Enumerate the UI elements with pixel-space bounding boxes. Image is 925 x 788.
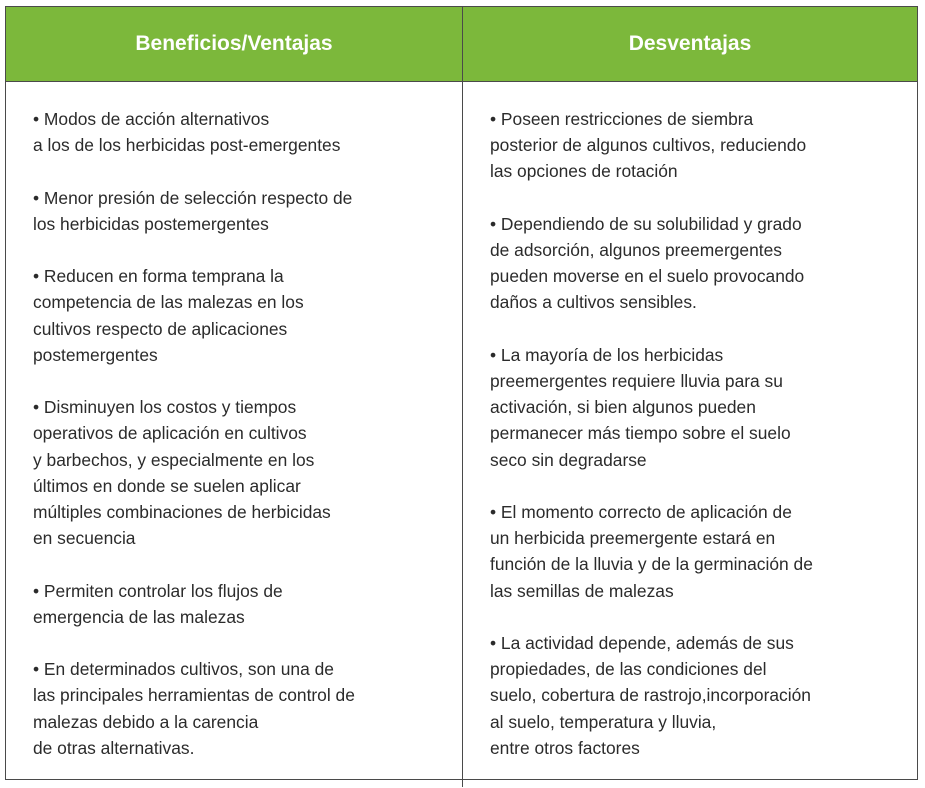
benefit-item-line: cultivos respecto de aplicaciones <box>33 318 288 339</box>
disadvantage-item-line: • La actividad depende, además de sus <box>490 633 794 653</box>
disadvantage-item-line: pueden moverse en el suelo provocando <box>490 266 805 287</box>
benefit-item-line: • Reducen en forma temprana la <box>33 266 284 287</box>
disadvantage-item-line: entre otros factores <box>490 737 640 758</box>
disadvantages-column <box>463 82 917 787</box>
benefit-item <box>33 106 448 158</box>
disadvantage-item <box>490 342 903 473</box>
disadvantage-item <box>490 499 903 604</box>
disadvantage-item-line: preemergentes requiere lluvia para su <box>490 371 783 391</box>
disadvantage-item-line: al suelo, temperatura y lluvia, <box>490 711 717 732</box>
benefit-item-line: • Modos de acción alternativos <box>33 109 270 129</box>
comparison-table <box>5 6 918 780</box>
header-disadvantages <box>463 7 917 82</box>
benefit-item <box>33 394 448 551</box>
benefit-item <box>33 656 448 761</box>
benefit-item-line: postemergentes <box>33 344 158 365</box>
benefit-item <box>33 185 448 237</box>
benefit-item-line: y barbechos, y especialmente en los <box>33 449 315 470</box>
disadvantage-item <box>490 211 903 316</box>
disadvantage-item-line: un herbicida preemergente estará en <box>490 528 776 549</box>
header-benefits-label: Beneficios/Ventajas <box>135 32 333 55</box>
benefit-item <box>33 578 448 630</box>
benefit-item-line: las principales herramientas de control de <box>33 685 355 706</box>
disadvantage-item-line: seco sin degradarse <box>490 449 647 470</box>
benefit-item-line: malezas debido a la carencia <box>33 711 259 732</box>
header-benefits <box>6 7 463 82</box>
benefit-item-line: • Disminuyen los costos y tiempos <box>33 397 297 418</box>
benefit-item-line: los herbicidas postemergentes <box>33 213 269 234</box>
benefit-item-line: • Permiten controlar los flujos de <box>33 580 283 601</box>
disadvantage-item-line: • La mayoría de los herbicidas <box>490 344 724 365</box>
disadvantage-item-line: propiedades, de las condiciones del <box>490 659 767 680</box>
disadvantage-item-line: posterior de algunos cultivos, reduciendo <box>490 135 807 156</box>
disadvantage-item-line: de adsorción, algunos preemergentes <box>490 240 782 260</box>
benefit-item <box>33 263 448 368</box>
benefits-column <box>6 82 463 787</box>
benefit-item-line: competencia de las malezas en los <box>33 292 304 313</box>
benefit-item-line: • En determinados cultivos, son una de <box>33 659 334 680</box>
disadvantage-item-line: • El momento correcto de aplicación de <box>490 502 792 522</box>
disadvantage-item-line: permanecer más tiempo sobre el suelo <box>490 423 791 444</box>
benefit-item-line: en secuencia <box>33 528 136 549</box>
benefit-item-line: a los de los herbicidas post-emergentes <box>33 135 341 156</box>
benefit-item-line: operativos de aplicación en cultivos <box>33 423 307 444</box>
disadvantage-item-line: activación, si bien algunos pueden <box>490 397 756 418</box>
benefit-item-line: emergencia de las malezas <box>33 606 245 627</box>
disadvantage-item-line: • Dependiendo de su solubilidad y grado <box>490 213 802 234</box>
benefit-item-line: de otras alternativas. <box>33 737 195 758</box>
disadvantage-item-line: las opciones de rotación <box>490 161 678 182</box>
disadvantage-item-line: suelo, cobertura de rastrojo,incorporación <box>490 685 811 706</box>
header-disadvantages-label: Desventajas <box>628 32 752 55</box>
disadvantage-item <box>490 630 903 761</box>
disadvantage-item <box>490 106 903 185</box>
disadvantage-item-line: daños a cultivos sensibles. <box>490 292 697 313</box>
disadvantage-item-line: las semillas de malezas <box>490 580 674 601</box>
benefit-item-line: últimos en donde se suelen aplicar <box>33 475 301 496</box>
benefit-item-line: múltiples combinaciones de herbicidas <box>33 502 331 522</box>
benefit-item-line: • Menor presión de selección respecto de <box>33 187 353 208</box>
disadvantage-item-line: • Poseen restricciones de siembra <box>490 109 754 129</box>
disadvantage-item-line: función de la lluvia y de la germinación de <box>490 554 813 575</box>
